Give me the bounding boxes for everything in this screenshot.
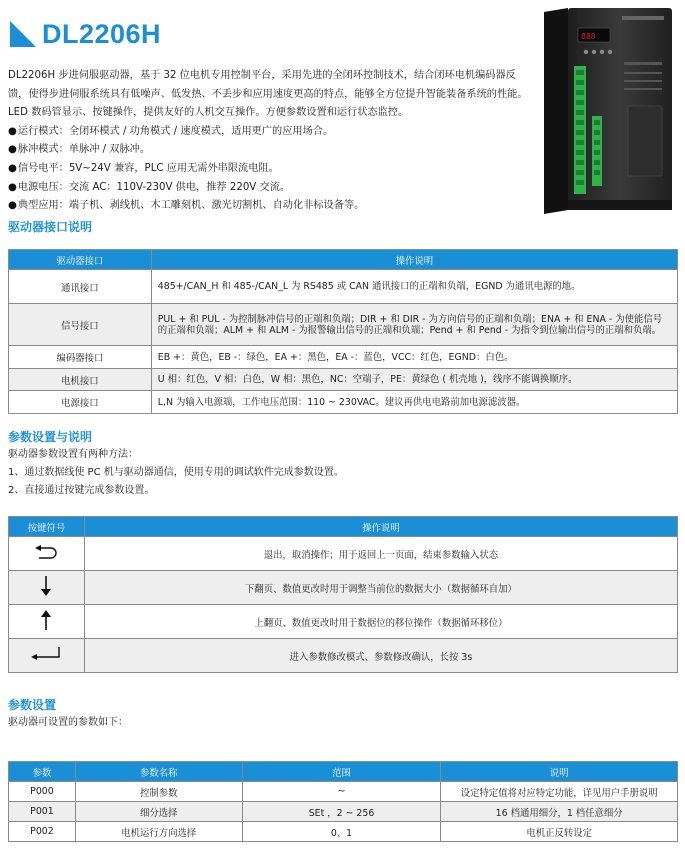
title-triangle-icon — [10, 21, 36, 47]
intro-paragraph: DL2206H 步进伺服驱动器，基于 32 位电机专用控制平台，采用先进的全闭环控制技术，结合闭环电机编码器反馈，使得步进伺服系统具有低噪声、低发热、不丢步和应用速度更高的特点，能够全方位提升智能装备系统的性能。LED 数码管显示、按键操作，提供友好的人机交互操作。方便参数设置和运行状态监控。 — [8, 70, 528, 119]
driver-product-image — [538, 6, 678, 216]
feature-list — [8, 123, 528, 216]
table-row: P000 控制参数 ~ 设定特定值将对应特定功能，详见用户手册说明 — [9, 782, 678, 802]
table-row: 进入参数修改模式、参数修改确认，长按 3s — [9, 639, 678, 673]
params-subtitle: 驱动器可设置的参数如下： — [8, 717, 128, 728]
list-item: ●运行模式：全闭环模式 / 功角模式 / 速度模式，适用更广的应用场合。 — [8, 125, 334, 137]
interface-table — [8, 249, 678, 414]
table-row: 电机接口 U 相：红色，V 相：白色，W 相：黑色，NC：空端子，PE：黄绿色 ( 机壳地 )，线序不能调换顺序。 — [9, 369, 678, 391]
key-table — [8, 516, 678, 673]
page-title — [10, 18, 161, 50]
section-heading-interface: 驱动器接口说明 — [8, 220, 93, 234]
table-row: 上翻页、数值更改时用于数据位的移位操作（数据循环移位） — [9, 605, 678, 639]
list-item: ●信号电平：5V~24V 兼容，PLC 应用无需外串限流电阻。 — [8, 162, 279, 174]
table-row: P002 电机运行方向选择 0、1 电机正反转设定 — [9, 822, 678, 842]
back-icon — [33, 552, 59, 563]
intro-block — [8, 67, 528, 216]
svg-text:888: 888 — [581, 32, 596, 41]
param-settings-text: 驱动器参数设置有两种方法： 1、通过数据线使 PC 机与驱动器通信，使用专用的调试软件完成参数设置。 2、直接通过按键完成参数设置。 — [8, 449, 344, 496]
table-row: 电源接口 L,N 为输入电源端，工作电压范围：110 ~ 230VAC。建议再供电电路前加电源滤波器。 — [9, 391, 678, 414]
list-item: ●脉冲模式：单脉冲 / 双脉冲。 — [8, 144, 151, 156]
list-item: ●电源电压：交流 AC：110V-230V 供电，推荐 220V 交流。 — [8, 181, 291, 193]
table-header: 操作说明 — [151, 250, 677, 270]
table-header: 参数 — [9, 762, 76, 782]
up-arrow-icon — [40, 623, 52, 634]
title-text: DL2206H — [42, 18, 162, 49]
list-item: ●典型应用：端子机、剥线机、木工雕刻机、激光切割机、自动化非标设备等。 — [8, 200, 365, 212]
table-row: 通讯接口 485+/CAN_H 和 485-/CAN_L 为 RS485 或 CAN 通讯接口的正端和负端，EGND 为通讯电源的地。 — [9, 270, 678, 304]
table-header: 参数名称 — [75, 762, 242, 782]
table-row: 信号接口 PUL + 和 PUL - 为控制脉冲信号的正端和负端；DIR + 和 DIR - 为方向信号的正端和负端；ENA + 和 ENA - 为使能信号的正端和负端；ALM + 和 ALM - 为报警输出信号的正端和负端；Pend + 和 Pend - 为指令到位输出信号的正端和负端。 — [9, 304, 678, 346]
table-header: 范围 — [242, 762, 441, 782]
enter-icon — [30, 654, 62, 665]
table-row: P001 细分选择 SEt ，2 ~ 256 16 档通用细分，1 档任意细分 — [9, 802, 678, 822]
table-header: 说明 — [441, 762, 678, 782]
table-header: 操作说明 — [84, 517, 677, 537]
down-arrow-icon — [40, 589, 52, 600]
params-table — [8, 761, 678, 842]
table-row: 下翻页、数值更改时用于调整当前位的数据大小（数据循环自加） — [9, 571, 678, 605]
table-row: 退出，取消操作；用于返回上一页面，结束参数输入状态 — [9, 537, 678, 571]
table-header: 驱动器接口 — [9, 250, 152, 270]
section-heading-param-settings: 参数设置与说明 — [8, 430, 93, 444]
section-heading-params: 参数设置 — [8, 698, 57, 712]
table-row: 编码器接口 EB +：黄色，EB -：绿色，EA +：黑色，EA -：蓝色，VCC：红色，EGND：白色。 — [9, 346, 678, 369]
table-header: 按键符号 — [9, 517, 85, 537]
